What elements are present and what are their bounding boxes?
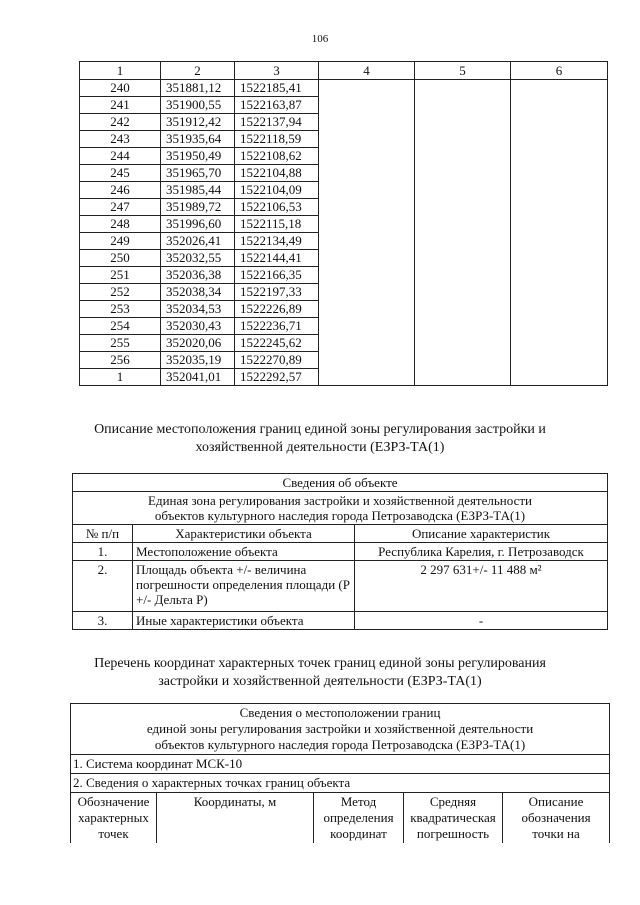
table-row: [80, 80, 608, 97]
empty-cell: [319, 216, 415, 233]
table-row: 3. Иные характеристики объекта -: [73, 612, 608, 630]
column-header: 1: [80, 62, 161, 80]
x-coordinate-cell: 352034,53: [161, 301, 235, 318]
empty-cell: [319, 301, 415, 318]
y-coordinate-cell: 1522104,88: [235, 165, 319, 182]
x-coordinate-cell: 352041,01: [161, 369, 235, 386]
empty-cell: [319, 352, 415, 369]
empty-cell: [511, 131, 608, 148]
section-heading-description: Описание местоположения границ единой зоны регулирования застройки и хозяйственной деятельности (ЕЗРЗ-ТА(1): [94, 422, 546, 455]
point-number-cell: 1: [80, 369, 161, 386]
y-coordinate-cell: 1522185,41: [235, 80, 319, 97]
x-coordinate-cell: 351881,12: [161, 80, 235, 97]
x-coordinate-cell: 351912,42: [161, 114, 235, 131]
empty-cell: [319, 80, 415, 97]
y-coordinate-cell: 1522137,94: [235, 114, 319, 131]
column-header: 3: [235, 62, 319, 80]
y-coordinate-cell: 1522134,49: [235, 233, 319, 250]
empty-cell: [415, 199, 511, 216]
coordinates-table: [79, 61, 608, 386]
empty-cell: [319, 97, 415, 114]
empty-cell: [319, 182, 415, 199]
point-number-cell: 255: [80, 335, 161, 352]
y-coordinate-cell: 1522118,59: [235, 131, 319, 148]
empty-cell: [511, 284, 608, 301]
point-number-cell: 256: [80, 352, 161, 369]
x-coordinate-cell: 351985,44: [161, 182, 235, 199]
point-number-cell: 252: [80, 284, 161, 301]
point-number-cell: 250: [80, 250, 161, 267]
empty-cell: [511, 369, 608, 386]
table-row: [80, 148, 608, 165]
column-header-method: Метод определения координат: [314, 793, 404, 844]
empty-cell: [511, 335, 608, 352]
column-header: 6: [511, 62, 608, 80]
empty-cell: [511, 216, 608, 233]
empty-cell: [319, 199, 415, 216]
empty-cell: [319, 284, 415, 301]
empty-cell: [415, 369, 511, 386]
table-row: [80, 165, 608, 182]
point-number-cell: 243: [80, 131, 161, 148]
x-coordinate-cell: 352038,34: [161, 284, 235, 301]
empty-cell: [415, 267, 511, 284]
empty-cell: [511, 114, 608, 131]
empty-cell: [319, 233, 415, 250]
empty-cell: [511, 233, 608, 250]
empty-cell: [511, 267, 608, 284]
column-header: 2: [161, 62, 235, 80]
y-coordinate-cell: 1522197,33: [235, 284, 319, 301]
x-coordinate-cell: 351996,60: [161, 216, 235, 233]
x-coordinate-cell: 351965,70: [161, 165, 235, 182]
point-number-cell: 247: [80, 199, 161, 216]
table-row: [80, 250, 608, 267]
table-row: [80, 97, 608, 114]
empty-cell: [415, 335, 511, 352]
x-coordinate-cell: 351989,72: [161, 199, 235, 216]
table-row: [80, 284, 608, 301]
point-number-cell: 241: [80, 97, 161, 114]
x-coordinate-cell: 352026,41: [161, 233, 235, 250]
y-coordinate-cell: 1522270,89: [235, 352, 319, 369]
empty-cell: [319, 148, 415, 165]
column-header-point-description: Описание обозначения точки на: [503, 793, 610, 844]
empty-cell: [319, 335, 415, 352]
table-row: [80, 216, 608, 233]
empty-cell: [511, 199, 608, 216]
point-number-cell: 242: [80, 114, 161, 131]
empty-cell: [319, 369, 415, 386]
column-header-number: № п/п: [73, 525, 133, 543]
empty-cell: [511, 165, 608, 182]
table-row: [80, 233, 608, 250]
x-coordinate-cell: 352020,06: [161, 335, 235, 352]
page-number: 106: [311, 33, 329, 45]
empty-cell: [415, 182, 511, 199]
empty-cell: [319, 165, 415, 182]
empty-cell: [415, 250, 511, 267]
empty-cell: [415, 165, 511, 182]
x-coordinate-cell: 351935,64: [161, 131, 235, 148]
y-coordinate-cell: 1522292,57: [235, 369, 319, 386]
table-row: [80, 182, 608, 199]
empty-cell: [319, 114, 415, 131]
table-row: [80, 199, 608, 216]
table-row: [80, 318, 608, 335]
empty-cell: [511, 250, 608, 267]
y-coordinate-cell: 1522115,18: [235, 216, 319, 233]
empty-cell: [415, 216, 511, 233]
table-row: [80, 131, 608, 148]
empty-cell: [511, 301, 608, 318]
empty-cell: [415, 233, 511, 250]
y-coordinate-cell: 1522245,62: [235, 335, 319, 352]
empty-cell: [511, 182, 608, 199]
table-row: 2. Площадь объекта +/- величина погрешности определения площади (Р +/- Дельта Р) 2 297 631+/- 11 488 м²: [73, 561, 608, 612]
x-coordinate-cell: 352036,38: [161, 267, 235, 284]
empty-cell: [415, 97, 511, 114]
empty-cell: [415, 148, 511, 165]
table-row: [80, 114, 608, 131]
object-table-title: Сведения об объекте: [73, 474, 608, 492]
empty-cell: [319, 267, 415, 284]
y-coordinate-cell: 1522166,35: [235, 267, 319, 284]
empty-cell: [511, 97, 608, 114]
x-coordinate-cell: 352035,19: [161, 352, 235, 369]
table-header-row: [80, 62, 608, 80]
column-header-point-designation: Обозначение характерных точек: [71, 793, 157, 844]
empty-cell: [511, 148, 608, 165]
point-number-cell: 246: [80, 182, 161, 199]
section-heading-coordinates-list: Перечень координат характерных точек границ единой зоны регулирования застройки и хозяйственной деятельности (ЕЗРЗ-ТА(1): [94, 656, 546, 689]
location-table-title: Сведения о местоположении границ единой зоны регулирования застройки и хозяйственной деятельности объектов культурного наследия города Петрозаводска (ЕЗРЗ-ТА(1): [71, 704, 610, 755]
column-header-coordinates: Координаты, м: [157, 793, 314, 844]
x-coordinate-cell: 352032,55: [161, 250, 235, 267]
empty-cell: [511, 80, 608, 97]
empty-cell: [415, 131, 511, 148]
y-coordinate-cell: 1522104,09: [235, 182, 319, 199]
table-row: [80, 267, 608, 284]
table-row: [80, 335, 608, 352]
x-coordinate-cell: 352030,43: [161, 318, 235, 335]
empty-cell: [319, 131, 415, 148]
column-header: 4: [319, 62, 415, 80]
table-row: [80, 301, 608, 318]
table-row: [80, 369, 608, 386]
empty-cell: [319, 318, 415, 335]
empty-cell: [415, 352, 511, 369]
empty-cell: [511, 318, 608, 335]
point-number-cell: 245: [80, 165, 161, 182]
point-number-cell: 254: [80, 318, 161, 335]
point-number-cell: 244: [80, 148, 161, 165]
empty-cell: [415, 301, 511, 318]
column-header-description: Описание характеристик: [355, 525, 608, 543]
column-header: 5: [415, 62, 511, 80]
y-coordinate-cell: 1522108,62: [235, 148, 319, 165]
point-number-cell: 240: [80, 80, 161, 97]
empty-cell: [415, 284, 511, 301]
point-number-cell: 249: [80, 233, 161, 250]
coordinate-system-row: 1. Система координат МСК-10: [71, 755, 610, 774]
table-header-row: [71, 793, 610, 844]
location-table: [70, 703, 610, 843]
y-coordinate-cell: 1522106,53: [235, 199, 319, 216]
y-coordinate-cell: 1522236,71: [235, 318, 319, 335]
y-coordinate-cell: 1522144,41: [235, 250, 319, 267]
table-row: [80, 352, 608, 369]
empty-cell: [415, 80, 511, 97]
table-row: 1. Местоположение объекта Республика Карелия, г. Петрозаводск: [73, 543, 608, 561]
object-info-table: [72, 473, 608, 630]
y-coordinate-cell: 1522163,87: [235, 97, 319, 114]
empty-cell: [415, 114, 511, 131]
point-number-cell: 248: [80, 216, 161, 233]
column-header-characteristic: Характеристики объекта: [133, 525, 355, 543]
empty-cell: [511, 352, 608, 369]
empty-cell: [415, 318, 511, 335]
column-header-error: Средняя квадратическая погрешность: [404, 793, 503, 844]
y-coordinate-cell: 1522226,89: [235, 301, 319, 318]
points-info-row: 2. Сведения о характерных точках границ объекта: [71, 774, 610, 793]
point-number-cell: 251: [80, 267, 161, 284]
x-coordinate-cell: 351950,49: [161, 148, 235, 165]
point-number-cell: 253: [80, 301, 161, 318]
object-table-subtitle: Единая зона регулирования застройки и хозяйственной деятельности объектов культурного наследия города Петрозаводска (ЕЗРЗ-ТА(1): [73, 492, 608, 525]
x-coordinate-cell: 351900,55: [161, 97, 235, 114]
empty-cell: [319, 250, 415, 267]
